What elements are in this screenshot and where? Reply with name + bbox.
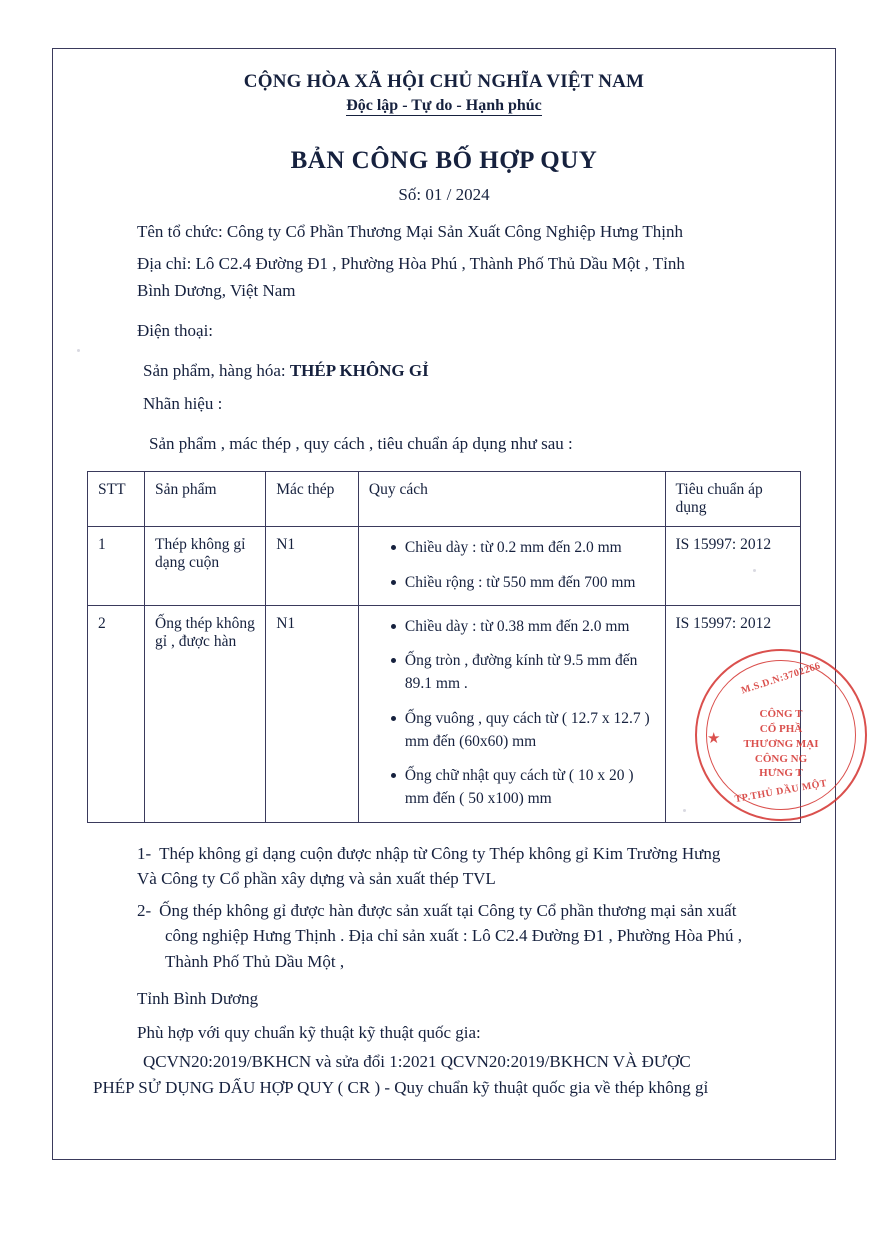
national-title: CỘNG HÒA XÃ HỘI CHỦ NGHĨA VIỆT NAM [243,71,645,92]
list-item: Chiều dày : từ 0.2 mm đến 2.0 mm [391,536,655,559]
cell-tieu-chuan: IS 15997: 2012 [665,527,801,606]
note-2 [87,898,801,924]
organization-line: Tên tổ chức: Công ty Cổ Phần Thương Mại Sản Xuất Công Nghiệp Hưng Thịnh [137,222,683,241]
standard-line-2: PHÉP SỬ DỤNG DẤU HỢP QUY ( CR ) - Quy chuẩn kỹ thuật quốc gia về thép không gỉ [93,1077,709,1097]
product-label: Sản phẩm, hàng hóa: [143,361,286,381]
address-line-1: Địa chỉ: Lô C2.4 Đường Đ1 , Phường Hòa Phú , Thành Phố Thủ Dầu Một , Tỉnh [137,254,685,274]
seal-center-line-2: CỔ PHẦ [759,722,803,735]
note-2-line-3: Thành Phố Thủ Dầu Một , [165,951,345,971]
seal-star-icon: ★ [707,731,721,747]
seal-arc-top: M.S.D.N:3702266 [739,660,823,697]
phone-line: Điện thoại: [137,321,214,341]
list-item: Chiều rộng : từ 550 mm đến 700 mm [391,571,655,594]
note-1-line-1: Thép không gỉ dạng cuộn được nhập từ Công ty Thép không gỉ Kim Trường Hưng [159,843,721,863]
table-row [88,527,801,606]
cell-stt: 1 [88,527,145,606]
cell-quy-cach [358,527,665,606]
specification-table [87,471,801,822]
document-page [52,48,836,1160]
list-item: Ống tròn , đường kính từ 9.5 mm đến 89.1 mm . [391,649,655,696]
seal-center-line-5: HƯNG T [759,767,803,780]
address-line-2: Bình Dương, Việt Nam [137,280,296,300]
table-header-tieu-chuan: Tiêu chuẩn áp dụng [665,472,801,527]
province-line: Tỉnh Bình Dương [137,989,259,1009]
cell-mac-thep: N1 [266,605,359,822]
seal-center-line-3: THƯƠNG MẠI [743,737,819,750]
note-1-number: 1- [137,843,152,863]
brand-line: Nhãn hiệu : [143,393,223,413]
paper-speck [753,569,756,572]
paper-speck [77,349,80,352]
cell-san-pham: Thép không gỉ dạng cuộn [145,527,266,606]
note-1 [87,841,801,867]
note-1-line-2: Và Công ty Cổ phần xây dựng và sản xuất thép TVL [137,869,496,889]
table-header-stt: STT [88,472,145,527]
note-2-number: 2- [137,900,152,920]
cell-quy-cach [358,605,665,822]
paper-speck [683,809,686,812]
table-header-quy-cach: Quy cách [358,472,665,527]
cell-stt: 2 [88,605,145,822]
cell-mac-thep: N1 [266,527,359,606]
table-header-mac-thep: Mác thép [266,472,359,527]
footer-section [87,986,801,1100]
table-header-san-pham: Sản phẩm [145,472,266,527]
list-item: Ống chữ nhật quy cách từ ( 10 x 20 ) mm đến ( 50 x100) mm [391,764,655,811]
note-2-line-2: công nghiệp Hưng Thịnh . Địa chỉ sản xuất : Lô C2.4 Đường Đ1 , Phường Hòa Phú , [165,926,742,946]
seal-center-line-4: CÔNG NG [754,752,808,765]
list-item: Chiều dày : từ 0.38 mm đến 2.0 mm [391,615,655,638]
seal-arc-bottom: TP.THỦ DẦU MỘT [733,777,829,806]
table-intro: Sản phẩm , mác thép , quy cách , tiêu chuẩn áp dụng như sau : [149,434,573,454]
standard-line-1: QCVN20:2019/BKHCN và sửa đổi 1:2021 QCVN20:2019/BKHCN VÀ ĐƯỢC [143,1052,691,1072]
table-header-row [88,472,801,527]
seal-center-text [697,707,865,781]
note-2-line-1: Ống thép không gỉ được hàn được sản xuất tại Công ty Cổ phần thương mại sản xuất [159,900,737,920]
notes-section [87,841,801,975]
cell-san-pham: Ống thép không gỉ , được hàn [145,605,266,822]
product-line [87,358,801,384]
quy-cach-list [369,615,655,811]
product-value: THÉP KHÔNG GỈ [289,361,429,381]
national-motto: Độc lập - Tự do - Hạnh phúc [346,97,542,114]
list-item: Ống vuông , quy cách từ ( 12.7 x 12.7 ) mm đến (60x60) mm [391,707,655,754]
conformity-line: Phù hợp với quy chuẩn kỹ thuật kỹ thuật quốc gia: [137,1022,481,1042]
document-body [53,49,835,1159]
quy-cach-list [369,536,655,594]
document-title: BẢN CÔNG BỐ HỢP QUY [290,147,598,174]
company-seal [695,649,867,821]
cell-tieu-chuan: IS 15997: 2012 [665,605,801,822]
table-row [88,605,801,822]
seal-center-line-1: CÔNG T [759,708,803,720]
document-number: Số: 01 / 2024 [398,185,490,204]
